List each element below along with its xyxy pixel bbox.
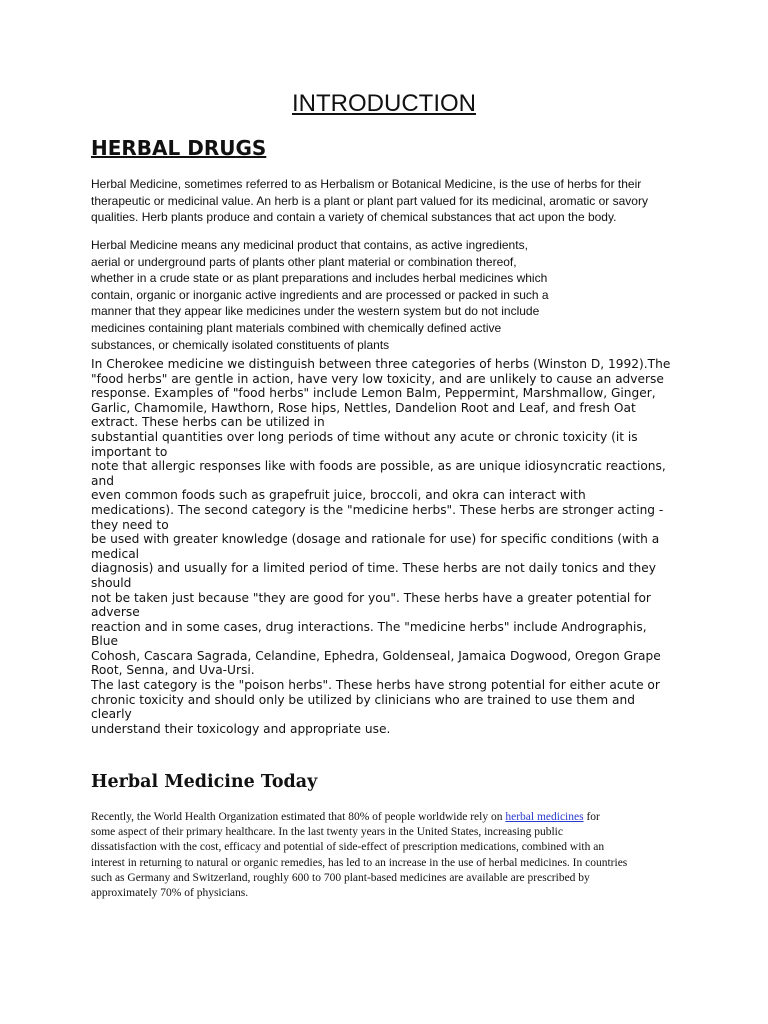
text-line: approximately 70% of physicians. [91,887,249,900]
page-title: INTRODUCTION [292,90,476,117]
text-line: important to [91,444,168,459]
text-line: Herbal Medicine means any medicinal product that contains, as active ingredients, [91,238,528,252]
text-line: note that allergic responses like with foods are possible, as are unique idiosyncratic reactions, [91,459,666,474]
text-line: substances, or chemically isolated constituents of plants [91,337,390,352]
text-line: manner that they appear like medicines under the western system but do not include [91,304,540,319]
text-line: Garlic, Chamomile, Hawthorn, Rose hips, Nettles, Dandelion Root and Leaf, and fresh Oat [91,400,636,415]
text-fragment: Recently, the World Health Organization estimated that 80% of people worldwide rely on [91,811,506,823]
text-line: substantial quantities over long periods of time without any acute or chronic toxicity (it is [91,429,638,444]
text-line: Blue [91,634,118,649]
text-line: such as Germany and Switzerland, roughly 600 to 700 plant-based medicines are available are prescribed by [91,871,590,884]
text-line: Root, Senna, and Uva-Ursi. [91,663,255,678]
text-line: adverse [91,605,140,620]
section-heading-herbal-medicine-today: Herbal Medicine Today [91,772,318,792]
text-line: medications). The second category is the "medicine herbs". These herbs are stronger acting - [91,502,664,517]
text-line: response. Examples of "food herbs" include Lemon Balm, Peppermint, Marshmallow, Ginger, [91,386,656,401]
text-line: interest in returning to natural or organic remedies, has led to an increase in the use of herbal medicines. In countries [91,856,628,869]
text-line: clearly [91,707,132,722]
text-line: not be taken just because "they are good for you". These herbs have a greater potential for [91,590,651,605]
text-line: medicines containing plant materials combined with chemically defined active [91,320,502,335]
text-line: be used with greater knowledge (dosage and rationale for use) for specific conditions (with a [91,532,660,547]
text-line: understand their toxicology and appropriate use. [91,721,391,736]
text-line: chronic toxicity and should only be utilized by clinicians who are trained to use them and [91,692,635,707]
text-line: some aspect of their primary healthcare. In the last twenty years in the United States, increasing public [91,826,563,839]
text-line: "food herbs" are gentle in action, have very low toxicity, and are unlikely to cause an adverse [91,371,664,386]
paragraph-herbal-medicine-definition: Herbal Medicine, sometimes referred to as Herbalism or Botanical Medicine, is the use of herbs for their therapeutic or medicinal value. An herb is a plant or plant part valued for its medicinal, aromatic or savory qualities. Herb plants produce and contain a variety of chemical substances that act upon the body. [91,177,648,224]
text-fragment: for [583,811,600,823]
text-line: even common foods such as grapefruit juice, broccoli, and okra can interact with [91,488,586,503]
text-line: Cohosh, Cascara Sagrada, Celandine, Ephedra, Goldenseal, Jamaica Dogwood, Oregon Grape [91,648,661,663]
text-line: they need to [91,517,169,532]
text-line: dissatisfaction with the cost, efficacy and potential of side-effect of prescription medications, combined with an [91,841,605,854]
paragraph-herbal-medicine-today [91,810,627,901]
text-line: should [91,575,132,590]
text-line: In Cherokee medicine we distinguish between three categories of herbs (Winston D, 1992).The [91,357,671,371]
text-line: medical [91,546,140,561]
text-line: aerial or underground parts of plants other plant material or combination thereof, [91,254,517,269]
section-heading-herbal-drugs: HERBAL DRUGS [91,136,267,160]
text-line: extract. These herbs can be utilized in [91,415,325,430]
text-line: diagnosis) and usually for a limited period of time. These herbs are not daily tonics and they [91,561,656,576]
text-line [91,810,627,825]
text-line: and [91,473,114,488]
paragraph-cherokee-medicine [91,357,670,736]
herbal-medicines-link[interactable]: herbal medicines [505,811,584,823]
paragraph-herbal-medicine-means [91,237,549,353]
text-line: The last category is the "poison herbs". These herbs have strong potential for either acute or [91,678,660,693]
text-line: reaction and in some cases, drug interactions. The "medicine herbs" include Andrographis, [91,619,647,634]
text-line: whether in a crude state or as plant preparations and includes herbal medicines which [91,271,548,286]
text-line: contain, organic or inorganic active ingredients and are processed or packed in such a [91,287,549,302]
